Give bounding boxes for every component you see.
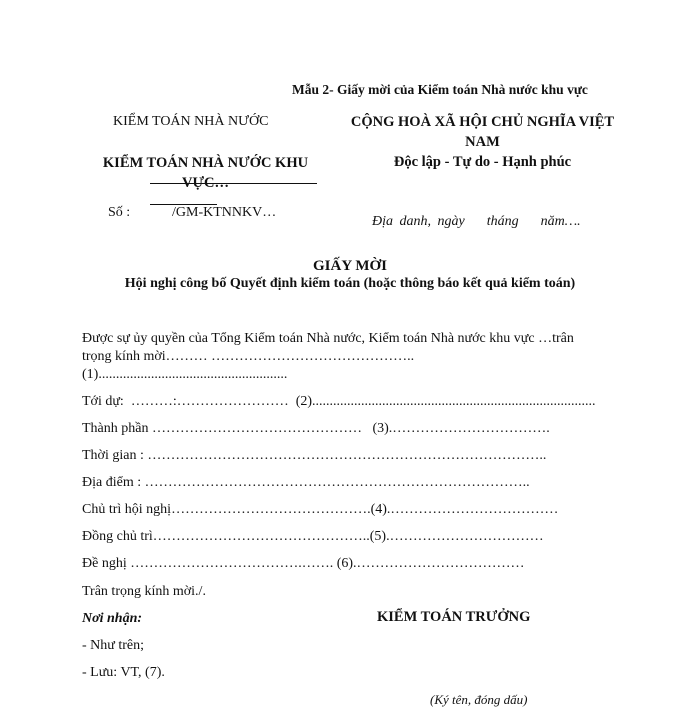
field-participants: [82, 421, 550, 437]
field-location-label: Địa điểm :: [82, 475, 142, 490]
doc-number-value: /GM-KTNNKV…: [172, 205, 277, 220]
field-time-value: …………………………………………………………………………..: [143, 448, 547, 463]
signature-hint: (Ký tên, đóng dấu): [430, 692, 528, 707]
regional-agency: [78, 153, 333, 193]
intro-line1: Được sự ủy quyền của Tổng Kiểm toán Nhà nước, Kiểm toán Nhà nước khu vực …trân: [82, 331, 574, 346]
field-chair: [82, 502, 558, 518]
document-title: GIẤY MỜI: [312, 258, 388, 274]
signer-title: KIỂM TOÁN TRƯỞNG: [377, 609, 531, 625]
field-co-chair-label: Đồng chủ trì: [82, 529, 153, 544]
recipient-item: - Như trên;: [82, 638, 145, 653]
field-participants-label: Thành phần: [82, 421, 149, 436]
header-divider: [150, 183, 317, 184]
field-attend: [82, 394, 596, 410]
national-title: [340, 112, 625, 152]
field-co-chair: [82, 529, 544, 545]
place-date-year: năm….: [540, 214, 581, 229]
field-attend-value: ………:…………………… (2).................................................................................: [123, 394, 596, 409]
field-location: [82, 475, 530, 491]
place-date-month: tháng: [486, 214, 519, 229]
field-request-value: ……………………………….……. (6).………………………………: [126, 556, 525, 571]
intro-paragraph: [82, 330, 612, 384]
closing-line: Trân trọng kính mời./.: [82, 584, 206, 599]
recipient-item: - Lưu: VT, (7).: [82, 665, 165, 680]
field-time-label: Thời gian :: [82, 448, 144, 463]
place-date-place: Địa danh, ngày: [372, 214, 465, 229]
form-code: Mẫu 2- Giấy mời của Kiểm toán Nhà nước khu vực: [292, 82, 588, 97]
field-time: [82, 448, 546, 464]
regional-agency-line1: KIỂM TOÁN NHÀ NƯỚC KHU: [102, 155, 309, 171]
field-co-chair-value: ………………………………………..(5).……………………………: [152, 529, 544, 544]
field-location-value: ………………………………………………………………………..: [141, 475, 530, 490]
field-request: [82, 556, 525, 572]
national-motto: Độc lập - Tự do - Hạnh phúc: [393, 154, 572, 170]
regional-agency-line2: VỰC…: [182, 175, 229, 191]
national-title-line2: NAM: [465, 134, 500, 150]
intro-line3: (1)......................................................: [82, 367, 288, 382]
intro-line2: trọng kính mời……… ……………………………………..: [82, 349, 415, 364]
agency-name: KIỂM TOÁN NHÀ NƯỚC: [113, 114, 269, 129]
field-request-label: Đề nghị: [82, 556, 127, 571]
place-date: [372, 214, 581, 230]
field-attend-label: Tới dự:: [82, 394, 124, 409]
recipients-label: Nơi nhận:: [82, 611, 143, 626]
field-participants-value: ……………………………………… (3).…………………………….: [148, 421, 550, 436]
field-chair-value: …………………………………….(4).………………………………: [171, 502, 559, 517]
national-title-line1: CỘNG HOÀ XÃ HỘI CHỦ NGHĨA VIỆT: [350, 114, 615, 130]
field-chair-label: Chủ trì hội nghị: [82, 502, 172, 517]
doc-number-label: Số :: [108, 205, 131, 220]
document-subtitle: Hội nghị công bố Quyết định kiểm toán (hoặc thông báo kết quả kiểm toán): [124, 276, 576, 291]
